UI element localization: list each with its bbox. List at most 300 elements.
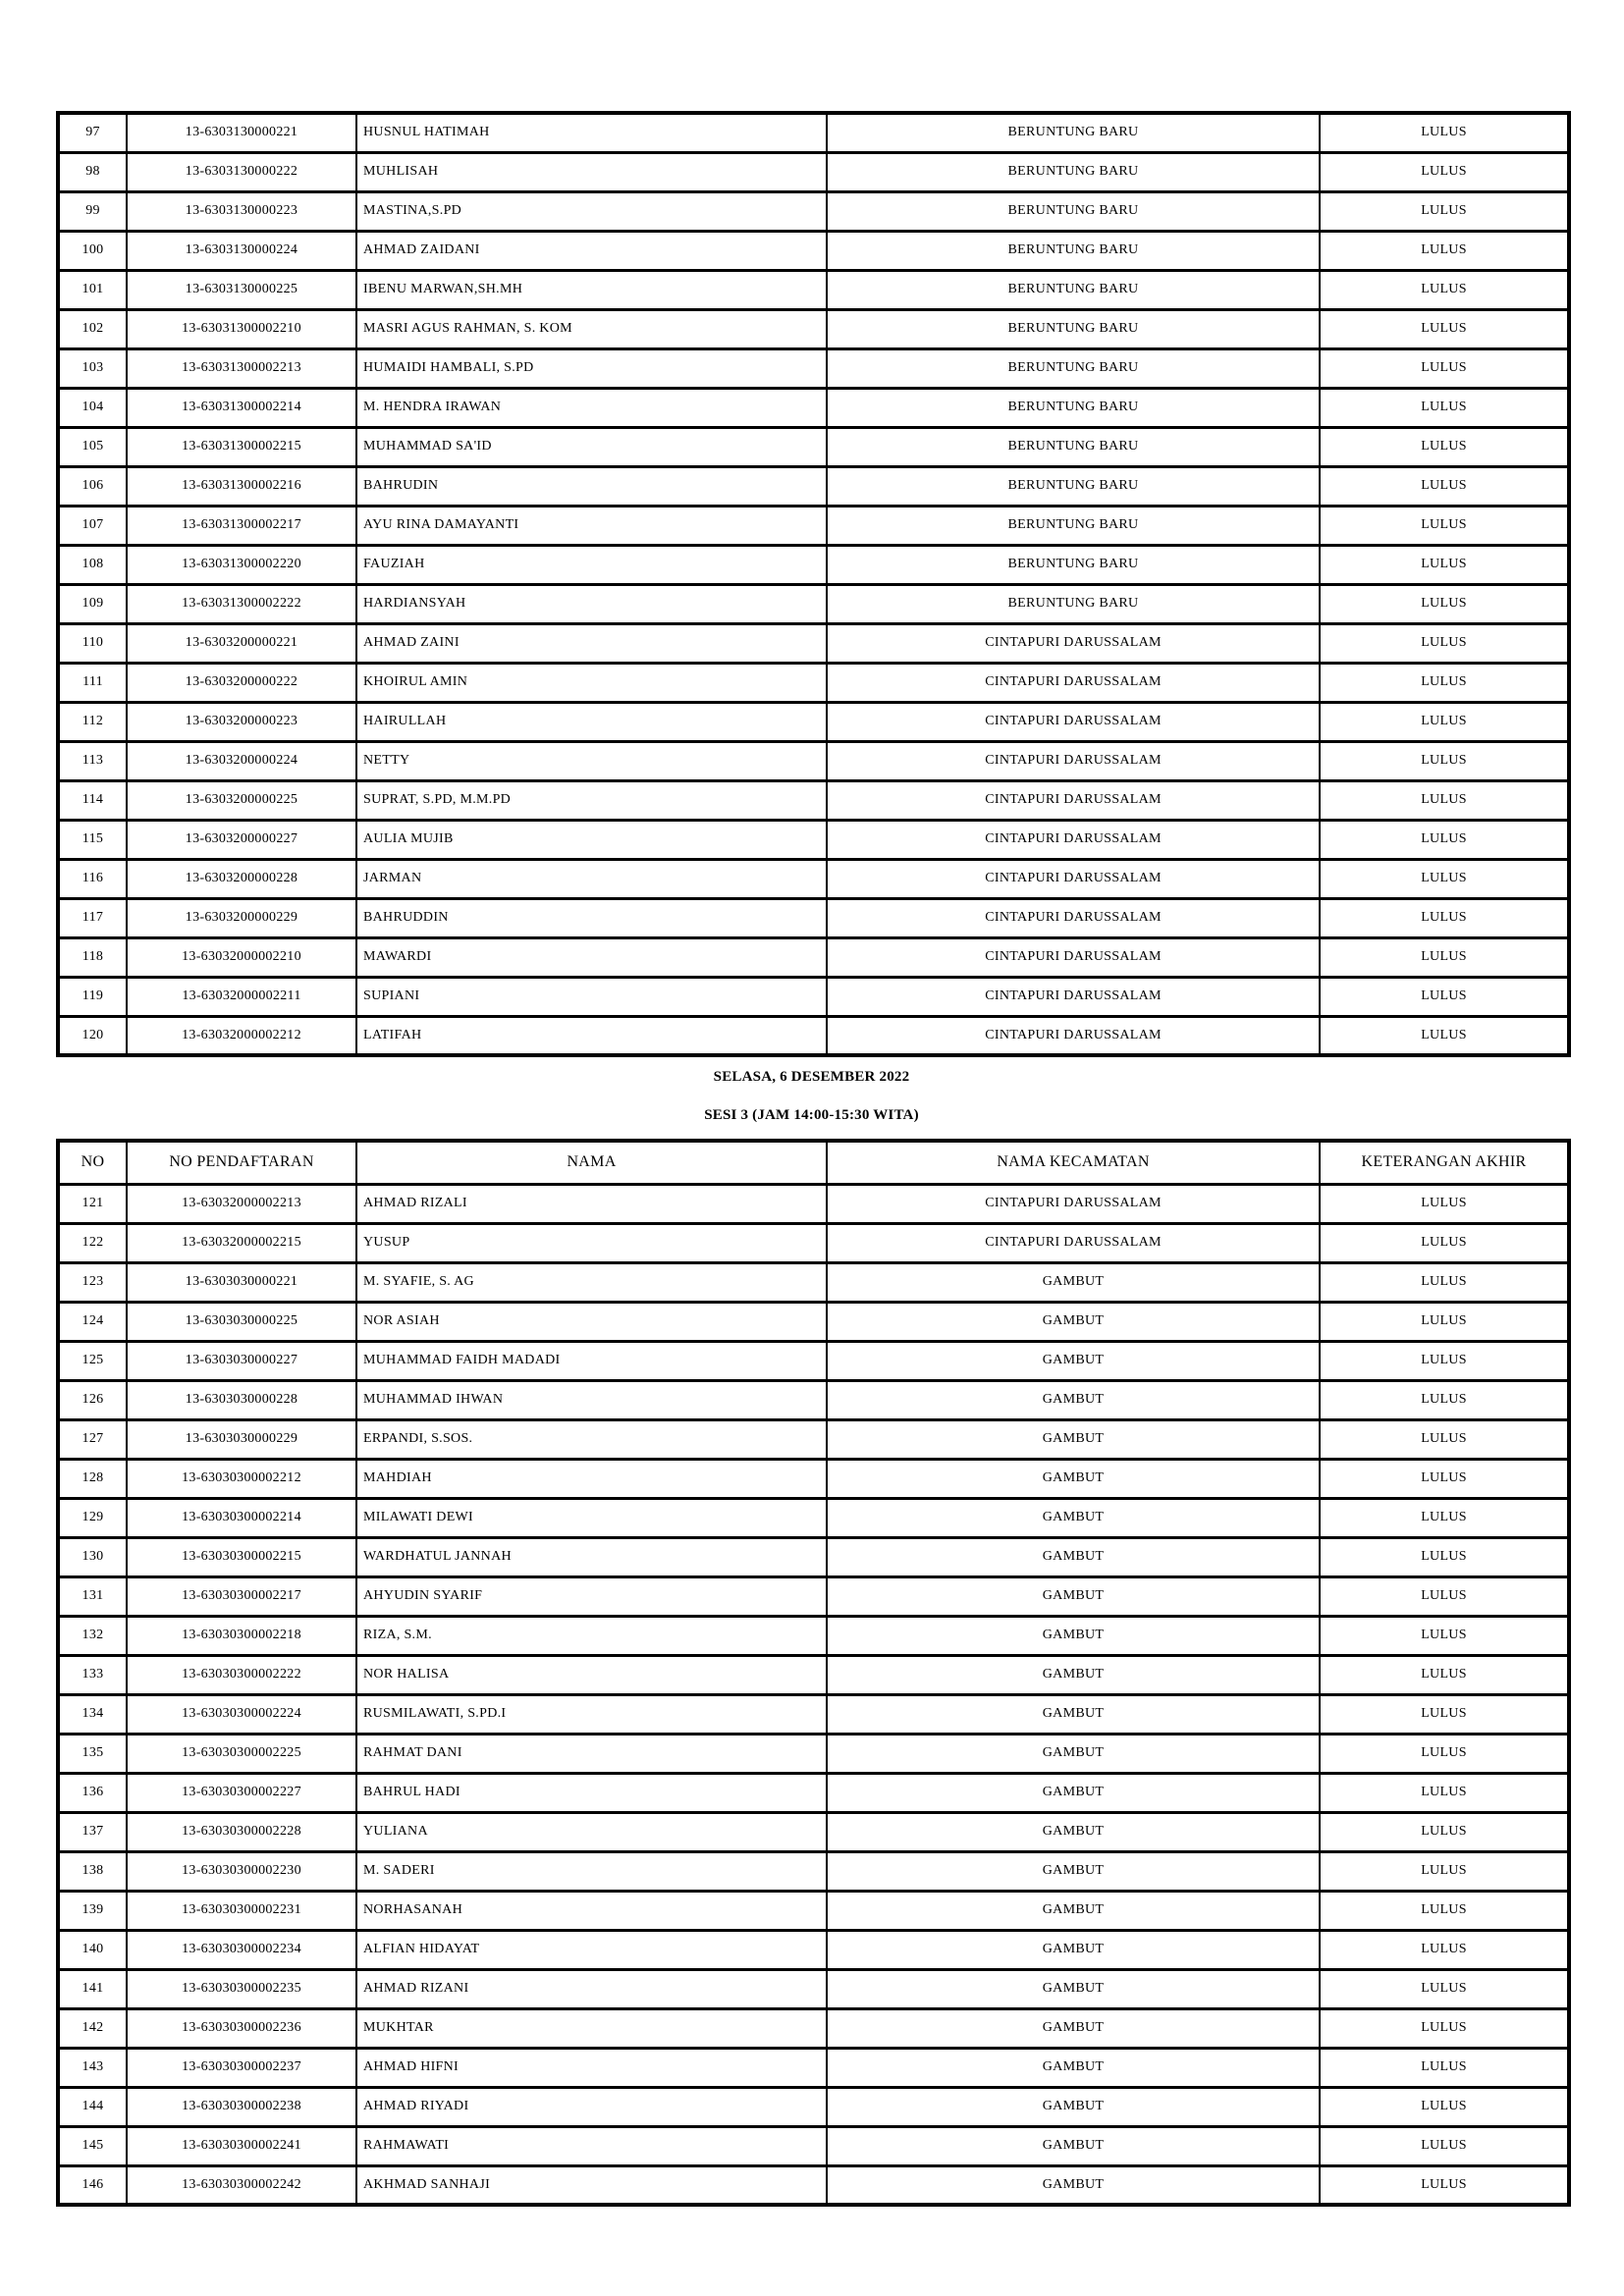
cell-registration-number: 13-63030300002228	[127, 1812, 356, 1851]
cell-name: HARDIANSYAH	[356, 584, 827, 623]
cell-no: 142	[58, 2008, 127, 2048]
cell-district: BERUNTUNG BARU	[827, 466, 1320, 506]
cell-district: GAMBUT	[827, 2165, 1320, 2205]
cell-final-status: LULUS	[1320, 191, 1569, 231]
cell-district: CINTAPURI DARUSSALAM	[827, 1223, 1320, 1262]
cell-final-status: LULUS	[1320, 1655, 1569, 1694]
table-row	[58, 152, 1569, 191]
cell-no: 123	[58, 1262, 127, 1302]
cell-no: 100	[58, 231, 127, 270]
cell-final-status: LULUS	[1320, 152, 1569, 191]
cell-final-status: LULUS	[1320, 113, 1569, 152]
cell-name: RAHMAT DANI	[356, 1734, 827, 1773]
cell-final-status: LULUS	[1320, 506, 1569, 545]
cell-name: M. SYAFIE, S. AG	[356, 1262, 827, 1302]
cell-no: 107	[58, 506, 127, 545]
cell-no: 137	[58, 1812, 127, 1851]
cell-registration-number: 13-6303130000225	[127, 270, 356, 309]
header-row	[58, 1141, 1569, 1184]
table-row	[58, 1616, 1569, 1655]
cell-no: 132	[58, 1616, 127, 1655]
cell-name: MUKHTAR	[356, 2008, 827, 2048]
cell-name: FAUZIAH	[356, 545, 827, 584]
cell-final-status: LULUS	[1320, 2048, 1569, 2087]
cell-name: M. SADERI	[356, 1851, 827, 1891]
cell-no: 117	[58, 898, 127, 937]
cell-name: M. HENDRA IRAWAN	[356, 388, 827, 427]
cell-district: BERUNTUNG BARU	[827, 191, 1320, 231]
cell-registration-number: 13-6303200000222	[127, 663, 356, 702]
cell-district: CINTAPURI DARUSSALAM	[827, 1184, 1320, 1223]
table-row	[58, 584, 1569, 623]
cell-name: AHYUDIN SYARIF	[356, 1576, 827, 1616]
cell-no: 135	[58, 1734, 127, 1773]
cell-final-status: LULUS	[1320, 1184, 1569, 1223]
cell-no: 124	[58, 1302, 127, 1341]
cell-registration-number: 13-63030300002227	[127, 1773, 356, 1812]
cell-district: BERUNTUNG BARU	[827, 231, 1320, 270]
cell-no: 125	[58, 1341, 127, 1380]
table-row	[58, 1537, 1569, 1576]
cell-no: 130	[58, 1537, 127, 1576]
cell-district: GAMBUT	[827, 1498, 1320, 1537]
table-row	[58, 2126, 1569, 2165]
cell-registration-number: 13-6303200000223	[127, 702, 356, 741]
cell-final-status: LULUS	[1320, 270, 1569, 309]
cell-district: GAMBUT	[827, 1459, 1320, 1498]
cell-no: 145	[58, 2126, 127, 2165]
cell-registration-number: 13-6303030000229	[127, 1419, 356, 1459]
cell-final-status: LULUS	[1320, 1969, 1569, 2008]
table-row	[58, 977, 1569, 1016]
cell-registration-number: 13-63032000002210	[127, 937, 356, 977]
cell-registration-number: 13-63031300002213	[127, 348, 356, 388]
cell-final-status: LULUS	[1320, 1223, 1569, 1262]
cell-name: KHOIRUL AMIN	[356, 663, 827, 702]
cell-final-status: LULUS	[1320, 1694, 1569, 1734]
cell-district: BERUNTUNG BARU	[827, 584, 1320, 623]
cell-no: 116	[58, 859, 127, 898]
cell-no: 99	[58, 191, 127, 231]
cell-no: 114	[58, 780, 127, 820]
cell-final-status: LULUS	[1320, 2165, 1569, 2205]
cell-registration-number: 13-63030300002231	[127, 1891, 356, 1930]
cell-district: BERUNTUNG BARU	[827, 427, 1320, 466]
results-table-session-3	[56, 1139, 1571, 2207]
cell-final-status: LULUS	[1320, 1262, 1569, 1302]
table-row	[58, 2048, 1569, 2087]
table-row	[58, 1812, 1569, 1851]
cell-district: GAMBUT	[827, 1341, 1320, 1380]
cell-name: BAHRUL HADI	[356, 1773, 827, 1812]
cell-name: MASRI AGUS RAHMAN, S. KOM	[356, 309, 827, 348]
table-row	[58, 1380, 1569, 1419]
cell-name: AHMAD RIZANI	[356, 1969, 827, 2008]
cell-name: SUPRAT, S.PD, M.M.PD	[356, 780, 827, 820]
table-row	[58, 1576, 1569, 1616]
table-row	[58, 1459, 1569, 1498]
table-row	[58, 388, 1569, 427]
cell-no: 110	[58, 623, 127, 663]
cell-no: 143	[58, 2048, 127, 2087]
table-row	[58, 1655, 1569, 1694]
cell-name: MILAWATI DEWI	[356, 1498, 827, 1537]
cell-district: GAMBUT	[827, 1576, 1320, 1616]
cell-final-status: LULUS	[1320, 663, 1569, 702]
table-row	[58, 1891, 1569, 1930]
results-table-continued	[56, 111, 1571, 1057]
cell-no: 128	[58, 1459, 127, 1498]
cell-final-status: LULUS	[1320, 1459, 1569, 1498]
cell-no: 97	[58, 113, 127, 152]
cell-registration-number: 13-6303030000227	[127, 1341, 356, 1380]
cell-district: BERUNTUNG BARU	[827, 309, 1320, 348]
cell-name: NETTY	[356, 741, 827, 780]
cell-no: 134	[58, 1694, 127, 1734]
cell-registration-number: 13-63030300002234	[127, 1930, 356, 1969]
cell-no: 105	[58, 427, 127, 466]
cell-final-status: LULUS	[1320, 1537, 1569, 1576]
table-row	[58, 2087, 1569, 2126]
cell-registration-number: 13-63030300002237	[127, 2048, 356, 2087]
cell-registration-number: 13-63032000002211	[127, 977, 356, 1016]
table-row	[58, 1419, 1569, 1459]
cell-name: AHMAD RIZALI	[356, 1184, 827, 1223]
cell-registration-number: 13-63031300002216	[127, 466, 356, 506]
cell-registration-number: 13-63030300002238	[127, 2087, 356, 2126]
cell-registration-number: 13-63030300002214	[127, 1498, 356, 1537]
cell-district: CINTAPURI DARUSSALAM	[827, 780, 1320, 820]
cell-no: 109	[58, 584, 127, 623]
table-row	[58, 113, 1569, 152]
cell-name: HAIRULLAH	[356, 702, 827, 741]
results-table-session-3-body	[58, 1184, 1569, 2205]
cell-registration-number: 13-63030300002217	[127, 1576, 356, 1616]
cell-registration-number: 13-63030300002212	[127, 1459, 356, 1498]
cell-registration-number: 13-63031300002215	[127, 427, 356, 466]
col-header-name: NAMA	[356, 1141, 827, 1184]
cell-district: GAMBUT	[827, 2048, 1320, 2087]
cell-name: MAWARDI	[356, 937, 827, 977]
cell-no: 139	[58, 1891, 127, 1930]
cell-district: CINTAPURI DARUSSALAM	[827, 1016, 1320, 1055]
cell-registration-number: 13-63030300002242	[127, 2165, 356, 2205]
session-heading: SESI 3 (JAM 14:00-15:30 WITA)	[704, 1107, 919, 1123]
cell-name: NORHASANAH	[356, 1891, 827, 1930]
cell-district: GAMBUT	[827, 1891, 1320, 1930]
cell-final-status: LULUS	[1320, 2126, 1569, 2165]
cell-name: RIZA, S.M.	[356, 1616, 827, 1655]
cell-final-status: LULUS	[1320, 1734, 1569, 1773]
cell-no: 126	[58, 1380, 127, 1419]
cell-district: GAMBUT	[827, 1302, 1320, 1341]
cell-district: BERUNTUNG BARU	[827, 113, 1320, 152]
cell-registration-number: 13-63032000002213	[127, 1184, 356, 1223]
table-row	[58, 937, 1569, 977]
cell-registration-number: 13-6303030000225	[127, 1302, 356, 1341]
cell-name: JARMAN	[356, 859, 827, 898]
cell-registration-number: 13-63030300002225	[127, 1734, 356, 1773]
cell-registration-number: 13-6303130000224	[127, 231, 356, 270]
table-row	[58, 702, 1569, 741]
cell-district: CINTAPURI DARUSSALAM	[827, 859, 1320, 898]
cell-name: AYU RINA DAMAYANTI	[356, 506, 827, 545]
cell-district: GAMBUT	[827, 1655, 1320, 1694]
cell-registration-number: 13-63031300002220	[127, 545, 356, 584]
cell-name: AHMAD ZAIDANI	[356, 231, 827, 270]
cell-registration-number: 13-63030300002241	[127, 2126, 356, 2165]
cell-district: GAMBUT	[827, 1773, 1320, 1812]
cell-final-status: LULUS	[1320, 1891, 1569, 1930]
cell-district: BERUNTUNG BARU	[827, 348, 1320, 388]
cell-no: 102	[58, 309, 127, 348]
col-header-registration: NO PENDAFTARAN	[127, 1141, 356, 1184]
cell-final-status: LULUS	[1320, 623, 1569, 663]
cell-registration-number: 13-6303030000221	[127, 1262, 356, 1302]
cell-name: SUPIANI	[356, 977, 827, 1016]
cell-name: MASTINA,S.PD	[356, 191, 827, 231]
cell-final-status: LULUS	[1320, 937, 1569, 977]
table-row	[58, 1773, 1569, 1812]
cell-registration-number: 13-6303200000224	[127, 741, 356, 780]
cell-no: 113	[58, 741, 127, 780]
cell-no: 108	[58, 545, 127, 584]
table-row	[58, 348, 1569, 388]
table-row	[58, 2165, 1569, 2205]
cell-final-status: LULUS	[1320, 1812, 1569, 1851]
cell-final-status: LULUS	[1320, 820, 1569, 859]
cell-district: CINTAPURI DARUSSALAM	[827, 741, 1320, 780]
cell-final-status: LULUS	[1320, 898, 1569, 937]
cell-no: 111	[58, 663, 127, 702]
table-row	[58, 1302, 1569, 1341]
cell-no: 103	[58, 348, 127, 388]
table-row	[58, 1969, 1569, 2008]
cell-no: 131	[58, 1576, 127, 1616]
cell-district: BERUNTUNG BARU	[827, 270, 1320, 309]
cell-name: YUSUP	[356, 1223, 827, 1262]
cell-registration-number: 13-63032000002212	[127, 1016, 356, 1055]
cell-registration-number: 13-63030300002215	[127, 1537, 356, 1576]
cell-final-status: LULUS	[1320, 1773, 1569, 1812]
col-header-no: NO	[58, 1141, 127, 1184]
cell-registration-number: 13-6303200000221	[127, 623, 356, 663]
cell-name: RAHMAWATI	[356, 2126, 827, 2165]
cell-no: 104	[58, 388, 127, 427]
cell-no: 129	[58, 1498, 127, 1537]
cell-registration-number: 13-63030300002235	[127, 1969, 356, 2008]
table-row	[58, 231, 1569, 270]
cell-final-status: LULUS	[1320, 859, 1569, 898]
table-row	[58, 780, 1569, 820]
cell-final-status: LULUS	[1320, 1302, 1569, 1341]
cell-name: IBENU MARWAN,SH.MH	[356, 270, 827, 309]
cell-no: 140	[58, 1930, 127, 1969]
cell-final-status: LULUS	[1320, 1016, 1569, 1055]
cell-final-status: LULUS	[1320, 741, 1569, 780]
cell-final-status: LULUS	[1320, 348, 1569, 388]
table-row	[58, 466, 1569, 506]
cell-final-status: LULUS	[1320, 1576, 1569, 1616]
cell-registration-number: 13-6303200000229	[127, 898, 356, 937]
cell-no: 120	[58, 1016, 127, 1055]
cell-final-status: LULUS	[1320, 427, 1569, 466]
cell-no: 144	[58, 2087, 127, 2126]
cell-district: CINTAPURI DARUSSALAM	[827, 937, 1320, 977]
cell-name: NOR ASIAH	[356, 1302, 827, 1341]
table-row	[58, 623, 1569, 663]
table-row	[58, 1016, 1569, 1055]
cell-name: HUSNUL HATIMAH	[356, 113, 827, 152]
cell-name: MUHAMMAD SA'ID	[356, 427, 827, 466]
cell-district: BERUNTUNG BARU	[827, 506, 1320, 545]
table-row	[58, 1498, 1569, 1537]
cell-final-status: LULUS	[1320, 1341, 1569, 1380]
table-row	[58, 427, 1569, 466]
cell-no: 141	[58, 1969, 127, 2008]
cell-final-status: LULUS	[1320, 466, 1569, 506]
table-row	[58, 1184, 1569, 1223]
cell-final-status: LULUS	[1320, 309, 1569, 348]
cell-no: 136	[58, 1773, 127, 1812]
cell-no: 133	[58, 1655, 127, 1694]
cell-registration-number: 13-63031300002222	[127, 584, 356, 623]
document-page	[56, 111, 1567, 2207]
cell-name: LATIFAH	[356, 1016, 827, 1055]
cell-name: MUHLISAH	[356, 152, 827, 191]
cell-name: MAHDIAH	[356, 1459, 827, 1498]
cell-district: CINTAPURI DARUSSALAM	[827, 663, 1320, 702]
cell-name: MUHAMMAD IHWAN	[356, 1380, 827, 1419]
table-row	[58, 270, 1569, 309]
cell-name: NOR HALISA	[356, 1655, 827, 1694]
cell-no: 138	[58, 1851, 127, 1891]
cell-district: GAMBUT	[827, 1969, 1320, 2008]
cell-name: BAHRUDDIN	[356, 898, 827, 937]
col-header-district: NAMA KECAMATAN	[827, 1141, 1320, 1184]
cell-final-status: LULUS	[1320, 2008, 1569, 2048]
col-header-final-status: KETERANGAN AKHIR	[1320, 1141, 1569, 1184]
cell-district: GAMBUT	[827, 1537, 1320, 1576]
cell-registration-number: 13-6303200000228	[127, 859, 356, 898]
cell-final-status: LULUS	[1320, 977, 1569, 1016]
cell-name: AKHMAD SANHAJI	[356, 2165, 827, 2205]
cell-name: YULIANA	[356, 1812, 827, 1851]
cell-registration-number: 13-6303200000225	[127, 780, 356, 820]
cell-name: RUSMILAWATI, S.PD.I	[356, 1694, 827, 1734]
cell-district: GAMBUT	[827, 1262, 1320, 1302]
table-row	[58, 1262, 1569, 1302]
cell-district: GAMBUT	[827, 1734, 1320, 1773]
cell-district: GAMBUT	[827, 2087, 1320, 2126]
cell-district: GAMBUT	[827, 1812, 1320, 1851]
cell-district: GAMBUT	[827, 1616, 1320, 1655]
table-row	[58, 898, 1569, 937]
results-table-continued-body	[58, 113, 1569, 1055]
cell-no: 115	[58, 820, 127, 859]
cell-no: 98	[58, 152, 127, 191]
cell-district: BERUNTUNG BARU	[827, 545, 1320, 584]
cell-registration-number: 13-63032000002215	[127, 1223, 356, 1262]
cell-registration-number: 13-63030300002230	[127, 1851, 356, 1891]
cell-registration-number: 13-6303130000223	[127, 191, 356, 231]
cell-no: 106	[58, 466, 127, 506]
cell-district: CINTAPURI DARUSSALAM	[827, 702, 1320, 741]
cell-name: ERPANDI, S.SOS.	[356, 1419, 827, 1459]
cell-final-status: LULUS	[1320, 231, 1569, 270]
cell-district: GAMBUT	[827, 1694, 1320, 1734]
cell-registration-number: 13-6303200000227	[127, 820, 356, 859]
cell-final-status: LULUS	[1320, 780, 1569, 820]
cell-no: 112	[58, 702, 127, 741]
table-row	[58, 1734, 1569, 1773]
cell-final-status: LULUS	[1320, 1380, 1569, 1419]
cell-district: GAMBUT	[827, 2008, 1320, 2048]
table-row	[58, 191, 1569, 231]
table-row	[58, 859, 1569, 898]
cell-registration-number: 13-63030300002224	[127, 1694, 356, 1734]
cell-registration-number: 13-63031300002214	[127, 388, 356, 427]
cell-final-status: LULUS	[1320, 1616, 1569, 1655]
cell-final-status: LULUS	[1320, 1419, 1569, 1459]
cell-no: 127	[58, 1419, 127, 1459]
cell-registration-number: 13-63031300002210	[127, 309, 356, 348]
cell-district: GAMBUT	[827, 1380, 1320, 1419]
cell-district: CINTAPURI DARUSSALAM	[827, 977, 1320, 1016]
cell-no: 146	[58, 2165, 127, 2205]
table-row	[58, 506, 1569, 545]
cell-no: 118	[58, 937, 127, 977]
cell-district: GAMBUT	[827, 1851, 1320, 1891]
table-row	[58, 820, 1569, 859]
cell-final-status: LULUS	[1320, 2087, 1569, 2126]
table-row	[58, 545, 1569, 584]
cell-no: 121	[58, 1184, 127, 1223]
cell-final-status: LULUS	[1320, 1498, 1569, 1537]
cell-name: AHMAD RIYADI	[356, 2087, 827, 2126]
cell-name: AHMAD ZAINI	[356, 623, 827, 663]
table-row	[58, 1930, 1569, 1969]
cell-name: AULIA MUJIB	[356, 820, 827, 859]
cell-name: ALFIAN HIDAYAT	[356, 1930, 827, 1969]
table-row	[58, 2008, 1569, 2048]
cell-district: GAMBUT	[827, 1419, 1320, 1459]
cell-district: CINTAPURI DARUSSALAM	[827, 623, 1320, 663]
cell-registration-number: 13-6303030000228	[127, 1380, 356, 1419]
cell-final-status: LULUS	[1320, 702, 1569, 741]
cell-name: MUHAMMAD FAIDH MADADI	[356, 1341, 827, 1380]
cell-registration-number: 13-63031300002217	[127, 506, 356, 545]
cell-registration-number: 13-6303130000222	[127, 152, 356, 191]
cell-registration-number: 13-63030300002222	[127, 1655, 356, 1694]
table-row	[58, 1851, 1569, 1891]
cell-registration-number: 13-63030300002218	[127, 1616, 356, 1655]
cell-final-status: LULUS	[1320, 1930, 1569, 1969]
cell-registration-number: 13-63030300002236	[127, 2008, 356, 2048]
cell-no: 119	[58, 977, 127, 1016]
cell-name: AHMAD HIFNI	[356, 2048, 827, 2087]
cell-district: BERUNTUNG BARU	[827, 152, 1320, 191]
cell-district: CINTAPURI DARUSSALAM	[827, 820, 1320, 859]
table-row	[58, 1223, 1569, 1262]
cell-district: GAMBUT	[827, 2126, 1320, 2165]
cell-district: CINTAPURI DARUSSALAM	[827, 898, 1320, 937]
date-heading: SELASA, 6 DESEMBER 2022	[713, 1069, 910, 1085]
cell-final-status: LULUS	[1320, 584, 1569, 623]
cell-final-status: LULUS	[1320, 1851, 1569, 1891]
cell-registration-number: 13-6303130000221	[127, 113, 356, 152]
cell-district: GAMBUT	[827, 1930, 1320, 1969]
